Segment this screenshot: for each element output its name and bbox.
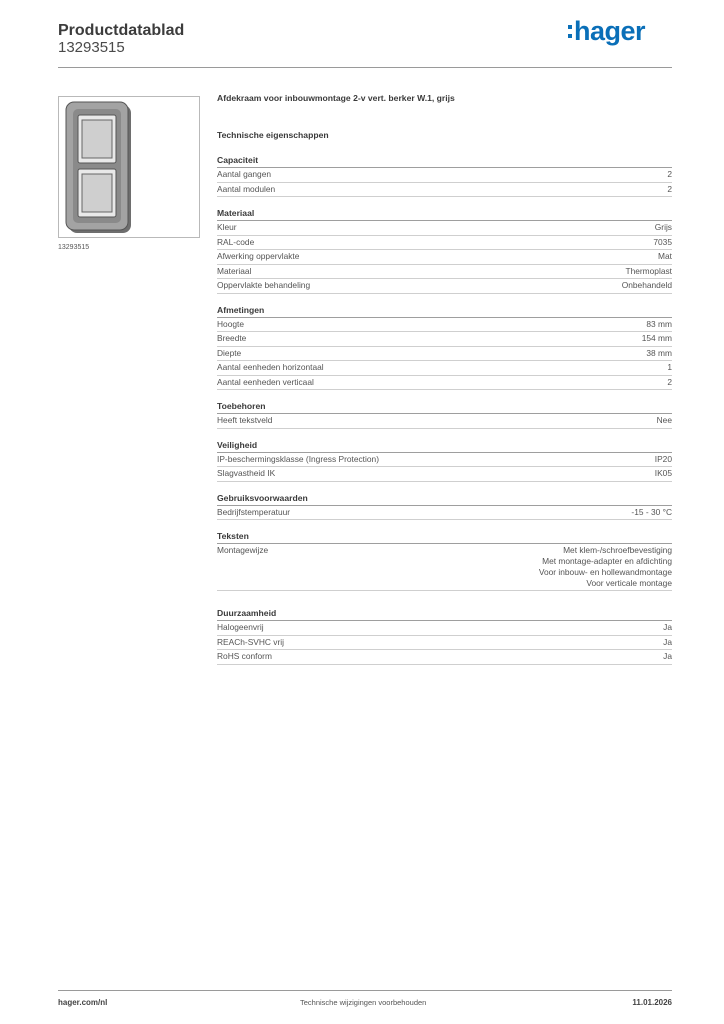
spec-label: Breedte <box>217 333 247 343</box>
spec-label: RoHS conform <box>217 651 272 661</box>
section-title: Afmetingen <box>217 304 672 318</box>
spec-row <box>217 650 672 665</box>
spec-label: Diepte <box>217 347 242 358</box>
section-title: Veiligheid <box>217 439 672 453</box>
spec-row <box>217 414 672 429</box>
logo-text: hager <box>574 15 646 46</box>
spec-value: Met montage-adapter en afdichting <box>542 556 672 566</box>
spec-value: 83 mm <box>646 318 672 329</box>
spec-row <box>217 236 672 251</box>
spec-label: RAL-code <box>217 236 255 247</box>
spec-value: 154 mm <box>641 333 672 343</box>
spec-row <box>217 347 672 362</box>
spec-row <box>217 250 672 265</box>
spec-label: Heeft tekstveld <box>217 415 273 425</box>
spec-label: Kleur <box>217 222 237 232</box>
image-caption: 13293515 <box>58 244 90 251</box>
spec-value: 7035 <box>653 236 672 247</box>
section-title: Toebehoren <box>217 400 672 414</box>
spec-row <box>217 318 672 333</box>
spec-value: Ja <box>663 622 672 632</box>
section-capaciteit <box>217 154 672 197</box>
spec-label: Aantal eenheden horizontaal <box>217 362 324 372</box>
footer-divider <box>58 990 672 991</box>
spec-value: Ja <box>663 636 672 647</box>
spec-value: Met klem-/schroefbevestiging <box>563 545 672 555</box>
product-description: Afdekraam voor inbouwmontage 2-v vert. berker W.1, grijs <box>217 93 455 103</box>
footer-website-link[interactable]: hager.com/nl <box>58 998 108 1007</box>
spec-label: Bedrijfstemperatuur <box>217 506 291 517</box>
spec-value: 2 <box>667 169 672 179</box>
header-divider <box>58 67 672 68</box>
spec-label: Aantal modulen <box>217 183 276 194</box>
spec-value: Mat <box>658 251 672 261</box>
section-duurzaamheid <box>217 607 672 665</box>
section-title: Gebruiksvoorwaarden <box>217 492 672 506</box>
spec-row <box>217 621 672 636</box>
spec-label: Afwerking oppervlakte <box>217 251 300 261</box>
spec-value-list <box>539 544 672 589</box>
spec-row <box>217 544 672 591</box>
spec-row <box>217 168 672 183</box>
spec-value: Ja <box>663 651 672 661</box>
section-materiaal <box>217 207 672 294</box>
spec-row <box>217 467 672 482</box>
section-title: Materiaal <box>217 207 672 221</box>
section-gebruiksvoorwaarden <box>217 492 672 521</box>
spec-value: 1 <box>667 362 672 372</box>
spec-value: Grijs <box>654 222 672 232</box>
spec-value: IK05 <box>654 468 672 478</box>
spec-value: IP20 <box>654 453 672 464</box>
spec-label: Aantal eenheden verticaal <box>217 376 314 387</box>
spec-label: Montagewijze <box>217 545 269 555</box>
double-frame-icon <box>59 97 199 237</box>
product-image <box>58 96 200 238</box>
spec-label: Hoogte <box>217 318 245 329</box>
footer-disclaimer: Technische wijzigingen voorbehouden <box>300 998 427 1007</box>
section-afmetingen <box>217 304 672 391</box>
spec-value: Onbehandeld <box>621 280 672 290</box>
section-veiligheid <box>217 439 672 482</box>
spec-label: REACh-SVHC vrij <box>217 636 285 647</box>
spec-row <box>217 506 672 521</box>
spec-value: 2 <box>667 183 672 194</box>
spec-value: Voor inbouw- en hollewandmontage <box>538 567 672 577</box>
spec-content <box>217 93 672 665</box>
hager-logo <box>568 15 645 47</box>
footer-date: 11.01.2026 <box>632 998 672 1007</box>
spec-label: Aantal gangen <box>217 169 272 179</box>
spec-value: Voor verticale montage <box>586 578 672 588</box>
spec-label: Materiaal <box>217 265 252 276</box>
spec-label: IP-beschermingsklasse (Ingress Protection) <box>217 453 379 464</box>
spec-label: Slagvastheid IK <box>217 468 276 478</box>
spec-row <box>217 265 672 280</box>
section-toebehoren <box>217 400 672 429</box>
spec-row <box>217 636 672 651</box>
spec-row <box>217 332 672 347</box>
spec-value: 2 <box>667 376 672 387</box>
logo-dots-icon <box>568 25 572 38</box>
spec-row <box>217 279 672 294</box>
section-title: Capaciteit <box>217 154 672 168</box>
spec-label: Halogeenvrij <box>217 622 264 632</box>
section-title: Teksten <box>217 530 672 544</box>
spec-row <box>217 221 672 236</box>
spec-value: 38 mm <box>646 347 672 358</box>
spec-value: -15 - 30 °C <box>631 506 672 517</box>
section-title: Duurzaamheid <box>217 607 672 621</box>
spec-row <box>217 361 672 376</box>
spec-label: Oppervlakte behandeling <box>217 280 311 290</box>
spec-value: Thermoplast <box>625 265 672 276</box>
section-teksten <box>217 530 672 591</box>
product-number: 13293515 <box>58 39 125 56</box>
spec-value: Nee <box>656 415 672 425</box>
page-title: Productdatablad <box>58 22 185 39</box>
spec-row <box>217 453 672 468</box>
spec-row <box>217 183 672 198</box>
tech-properties-title: Technische eigenschappen <box>217 130 329 140</box>
spec-row <box>217 376 672 391</box>
